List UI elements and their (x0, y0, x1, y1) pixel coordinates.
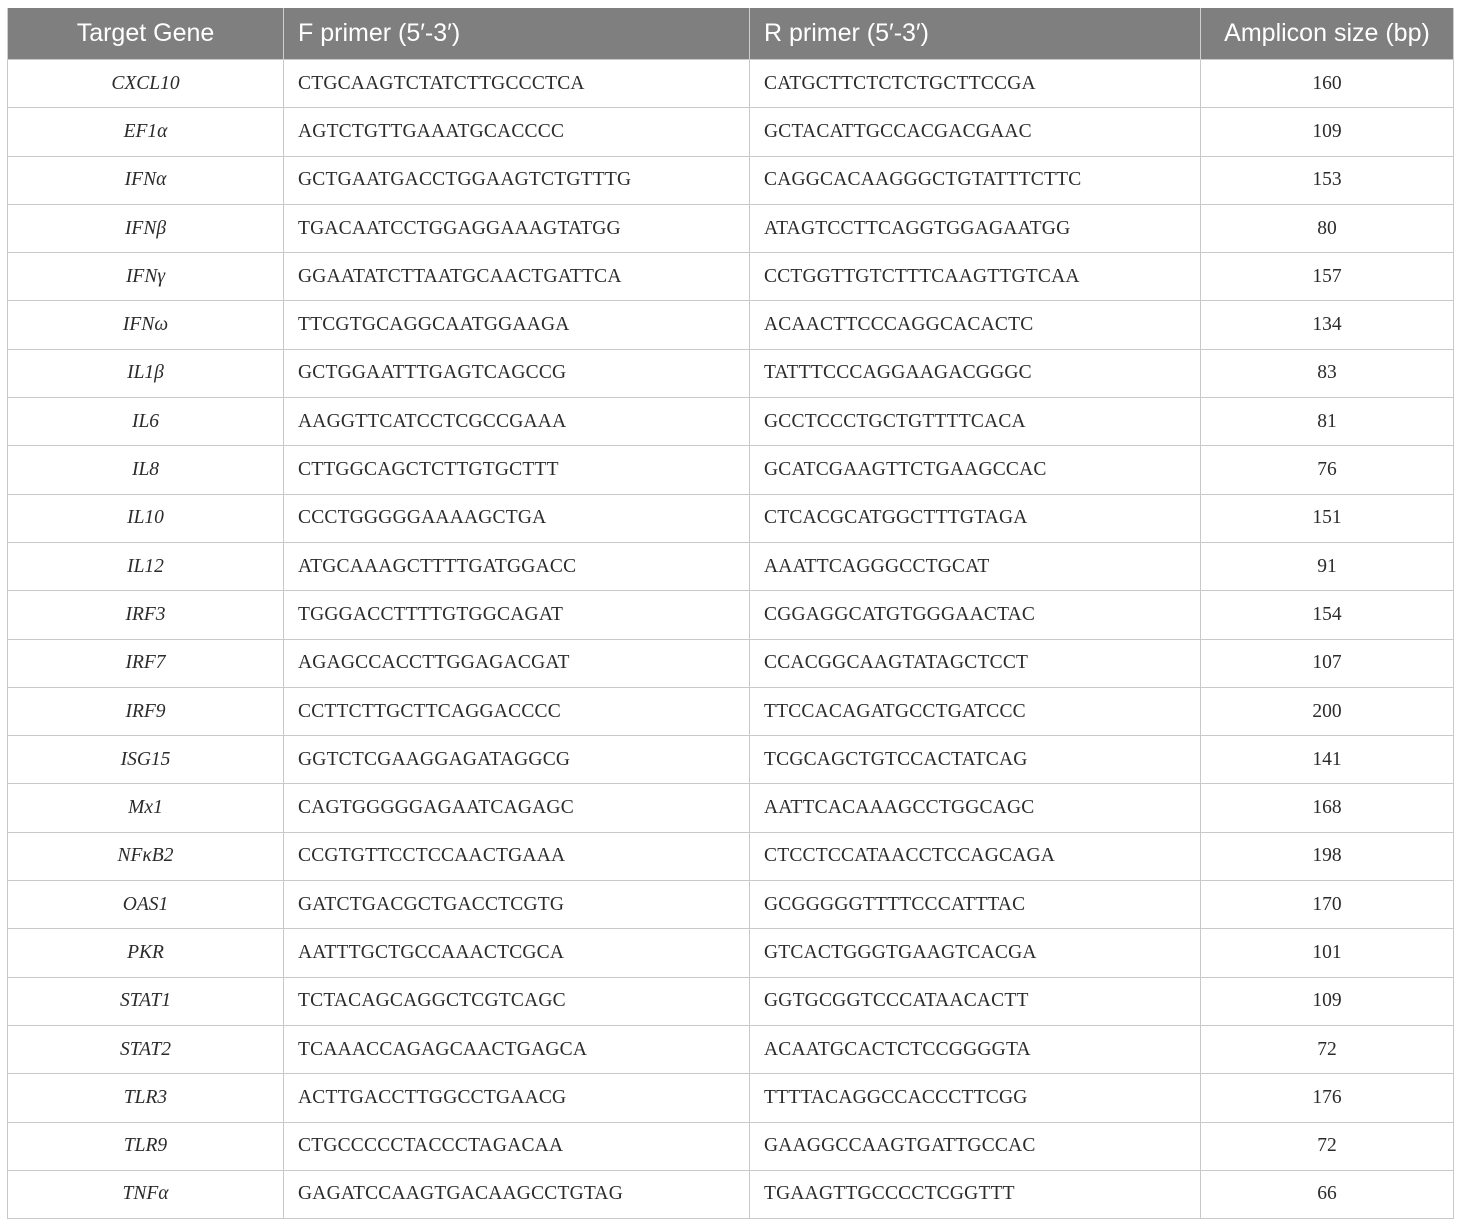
amplicon-size-cell: 151 (1201, 494, 1454, 542)
gene-cell: IL1β (8, 349, 284, 397)
f-primer-cell: TTCGTGCAGGCAATGGAAGA (284, 301, 750, 349)
amplicon-size-cell: 168 (1201, 784, 1454, 832)
r-primer-cell: CTCCTCCATAACCTCCAGCAGA (750, 832, 1201, 880)
table-row (8, 156, 1454, 204)
r-primer-cell: ACAATGCACTCTCCGGGGTA (750, 1025, 1201, 1073)
gene-cell: STAT2 (8, 1025, 284, 1073)
r-primer-cell: ACAACTTCCCAGGCACACTC (750, 301, 1201, 349)
r-primer-cell: CATGCTTCTCTCTGCTTCCGA (750, 60, 1201, 108)
f-primer-cell: CTTGGCAGCTCTTGTGCTTT (284, 446, 750, 494)
r-primer-cell: GAAGGCCAAGTGATTGCCAC (750, 1122, 1201, 1170)
r-primer-cell: CCTGGTTGTCTTTCAAGTTGTCAA (750, 253, 1201, 301)
f-primer-cell: GCTGAATGACCTGGAAGTCTGTTTG (284, 156, 750, 204)
amplicon-size-cell: 72 (1201, 1025, 1454, 1073)
table-row (8, 398, 1454, 446)
f-primer-cell: TGACAATCCTGGAGGAAAGTATGG (284, 204, 750, 252)
amplicon-size-cell: 76 (1201, 446, 1454, 494)
header-r-primer: R primer (5′-3′) (750, 8, 1201, 60)
amplicon-size-cell: 72 (1201, 1122, 1454, 1170)
table-row (8, 253, 1454, 301)
table-row (8, 687, 1454, 735)
header-f-primer: F primer (5′-3′) (284, 8, 750, 60)
gene-cell: IRF3 (8, 591, 284, 639)
table-row (8, 881, 1454, 929)
table-row (8, 929, 1454, 977)
gene-cell: IL6 (8, 398, 284, 446)
gene-cell: IFNβ (8, 204, 284, 252)
f-primer-cell: CAGTGGGGGAGAATCAGAGC (284, 784, 750, 832)
table-row (8, 204, 1454, 252)
table-row (8, 1025, 1454, 1073)
r-primer-cell: TTCCACAGATGCCTGATCCC (750, 687, 1201, 735)
r-primer-cell: CTCACGCATGGCTTTGTAGA (750, 494, 1201, 542)
f-primer-cell: TGGGACCTTTTGTGGCAGAT (284, 591, 750, 639)
amplicon-size-cell: 81 (1201, 398, 1454, 446)
amplicon-size-cell: 170 (1201, 881, 1454, 929)
f-primer-cell: ATGCAAAGCTTTTGATGGACC (284, 542, 750, 590)
r-primer-cell: TTTTACAGGCCACCCTTCGG (750, 1074, 1201, 1122)
r-primer-cell: TCGCAGCTGTCCACTATCAG (750, 736, 1201, 784)
r-primer-cell: TATTTCCCAGGAAGACGGGC (750, 349, 1201, 397)
table-row (8, 1074, 1454, 1122)
primer-table (7, 8, 1454, 1219)
table-row (8, 108, 1454, 156)
amplicon-size-cell: 66 (1201, 1170, 1454, 1218)
amplicon-size-cell: 109 (1201, 977, 1454, 1025)
amplicon-size-cell: 200 (1201, 687, 1454, 735)
gene-cell: OAS1 (8, 881, 284, 929)
table-row (8, 446, 1454, 494)
r-primer-cell: GCATCGAAGTTCTGAAGCCAC (750, 446, 1201, 494)
r-primer-cell: CCACGGCAAGTATAGCTCCT (750, 639, 1201, 687)
amplicon-size-cell: 101 (1201, 929, 1454, 977)
f-primer-cell: GGTCTCGAAGGAGATAGGCG (284, 736, 750, 784)
amplicon-size-cell: 107 (1201, 639, 1454, 687)
gene-cell: STAT1 (8, 977, 284, 1025)
f-primer-cell: GCTGGAATTTGAGTCAGCCG (284, 349, 750, 397)
table-row (8, 977, 1454, 1025)
amplicon-size-cell: 198 (1201, 832, 1454, 880)
r-primer-cell: ATAGTCCTTCAGGTGGAGAATGG (750, 204, 1201, 252)
f-primer-cell: AGAGCCACCTTGGAGACGAT (284, 639, 750, 687)
table-row (8, 832, 1454, 880)
r-primer-cell: GCTACATTGCCACGACGAAC (750, 108, 1201, 156)
r-primer-cell: GGTGCGGTCCCATAACACTT (750, 977, 1201, 1025)
f-primer-cell: TCTACAGCAGGCTCGTCAGC (284, 977, 750, 1025)
f-primer-cell: ACTTGACCTTGGCCTGAACG (284, 1074, 750, 1122)
table-row (8, 60, 1454, 108)
gene-cell: IL10 (8, 494, 284, 542)
r-primer-cell: TGAAGTTGCCCCTCGGTTT (750, 1170, 1201, 1218)
r-primer-cell: CGGAGGCATGTGGGAACTAC (750, 591, 1201, 639)
f-primer-cell: AAGGTTCATCCTCGCCGAAA (284, 398, 750, 446)
f-primer-cell: GAGATCCAAGTGACAAGCCTGTAG (284, 1170, 750, 1218)
gene-cell: ISG15 (8, 736, 284, 784)
gene-cell: EF1α (8, 108, 284, 156)
f-primer-cell: CCGTGTTCCTCCAACTGAAA (284, 832, 750, 880)
amplicon-size-cell: 134 (1201, 301, 1454, 349)
header-amplicon-size: Amplicon size (bp) (1201, 8, 1454, 60)
table-row (8, 301, 1454, 349)
gene-cell: PKR (8, 929, 284, 977)
table-row (8, 591, 1454, 639)
gene-cell: IL12 (8, 542, 284, 590)
f-primer-cell: GGAATATCTTAATGCAACTGATTCA (284, 253, 750, 301)
r-primer-cell: AATTCACAAAGCCTGGCAGC (750, 784, 1201, 832)
gene-cell: CXCL10 (8, 60, 284, 108)
gene-cell: IFNγ (8, 253, 284, 301)
amplicon-size-cell: 160 (1201, 60, 1454, 108)
table-row (8, 1170, 1454, 1218)
f-primer-cell: CTGCCCCCTACCCTAGACAA (284, 1122, 750, 1170)
amplicon-size-cell: 157 (1201, 253, 1454, 301)
gene-cell: Mx1 (8, 784, 284, 832)
amplicon-size-cell: 141 (1201, 736, 1454, 784)
f-primer-cell: AGTCTGTTGAAATGCACCCC (284, 108, 750, 156)
gene-cell: IFNω (8, 301, 284, 349)
gene-cell: IRF7 (8, 639, 284, 687)
f-primer-cell: GATCTGACGCTGACCTCGTG (284, 881, 750, 929)
f-primer-cell: AATTTGCTGCCAAACTCGCA (284, 929, 750, 977)
table-body (8, 60, 1454, 1219)
table-row (8, 784, 1454, 832)
r-primer-cell: GCGGGGGTTTTCCCATTTAC (750, 881, 1201, 929)
table-row (8, 1122, 1454, 1170)
r-primer-cell: CAGGCACAAGGGCTGTATTTCTTC (750, 156, 1201, 204)
gene-cell: TLR3 (8, 1074, 284, 1122)
table-row (8, 736, 1454, 784)
f-primer-cell: CCCTGGGGGAAAAGCTGA (284, 494, 750, 542)
amplicon-size-cell: 109 (1201, 108, 1454, 156)
gene-cell: TLR9 (8, 1122, 284, 1170)
amplicon-size-cell: 176 (1201, 1074, 1454, 1122)
amplicon-size-cell: 83 (1201, 349, 1454, 397)
amplicon-size-cell: 154 (1201, 591, 1454, 639)
r-primer-cell: GTCACTGGGTGAAGTCACGA (750, 929, 1201, 977)
gene-cell: TNFα (8, 1170, 284, 1218)
r-primer-cell: AAATTCAGGGCCTGCAT (750, 542, 1201, 590)
table-row (8, 349, 1454, 397)
gene-cell: IL8 (8, 446, 284, 494)
table-row (8, 494, 1454, 542)
gene-cell: IFNα (8, 156, 284, 204)
gene-cell: IRF9 (8, 687, 284, 735)
table-row (8, 542, 1454, 590)
table-row (8, 639, 1454, 687)
header-row (8, 8, 1454, 60)
header-target-gene: Target Gene (8, 8, 284, 60)
r-primer-cell: GCCTCCCTGCTGTTTTCACA (750, 398, 1201, 446)
f-primer-cell: CTGCAAGTCTATCTTGCCCTCA (284, 60, 750, 108)
f-primer-cell: CCTTCTTGCTTCAGGACCCC (284, 687, 750, 735)
gene-cell: NFκB2 (8, 832, 284, 880)
amplicon-size-cell: 80 (1201, 204, 1454, 252)
amplicon-size-cell: 153 (1201, 156, 1454, 204)
f-primer-cell: TCAAACCAGAGCAACTGAGCA (284, 1025, 750, 1073)
table-header (8, 8, 1454, 60)
amplicon-size-cell: 91 (1201, 542, 1454, 590)
